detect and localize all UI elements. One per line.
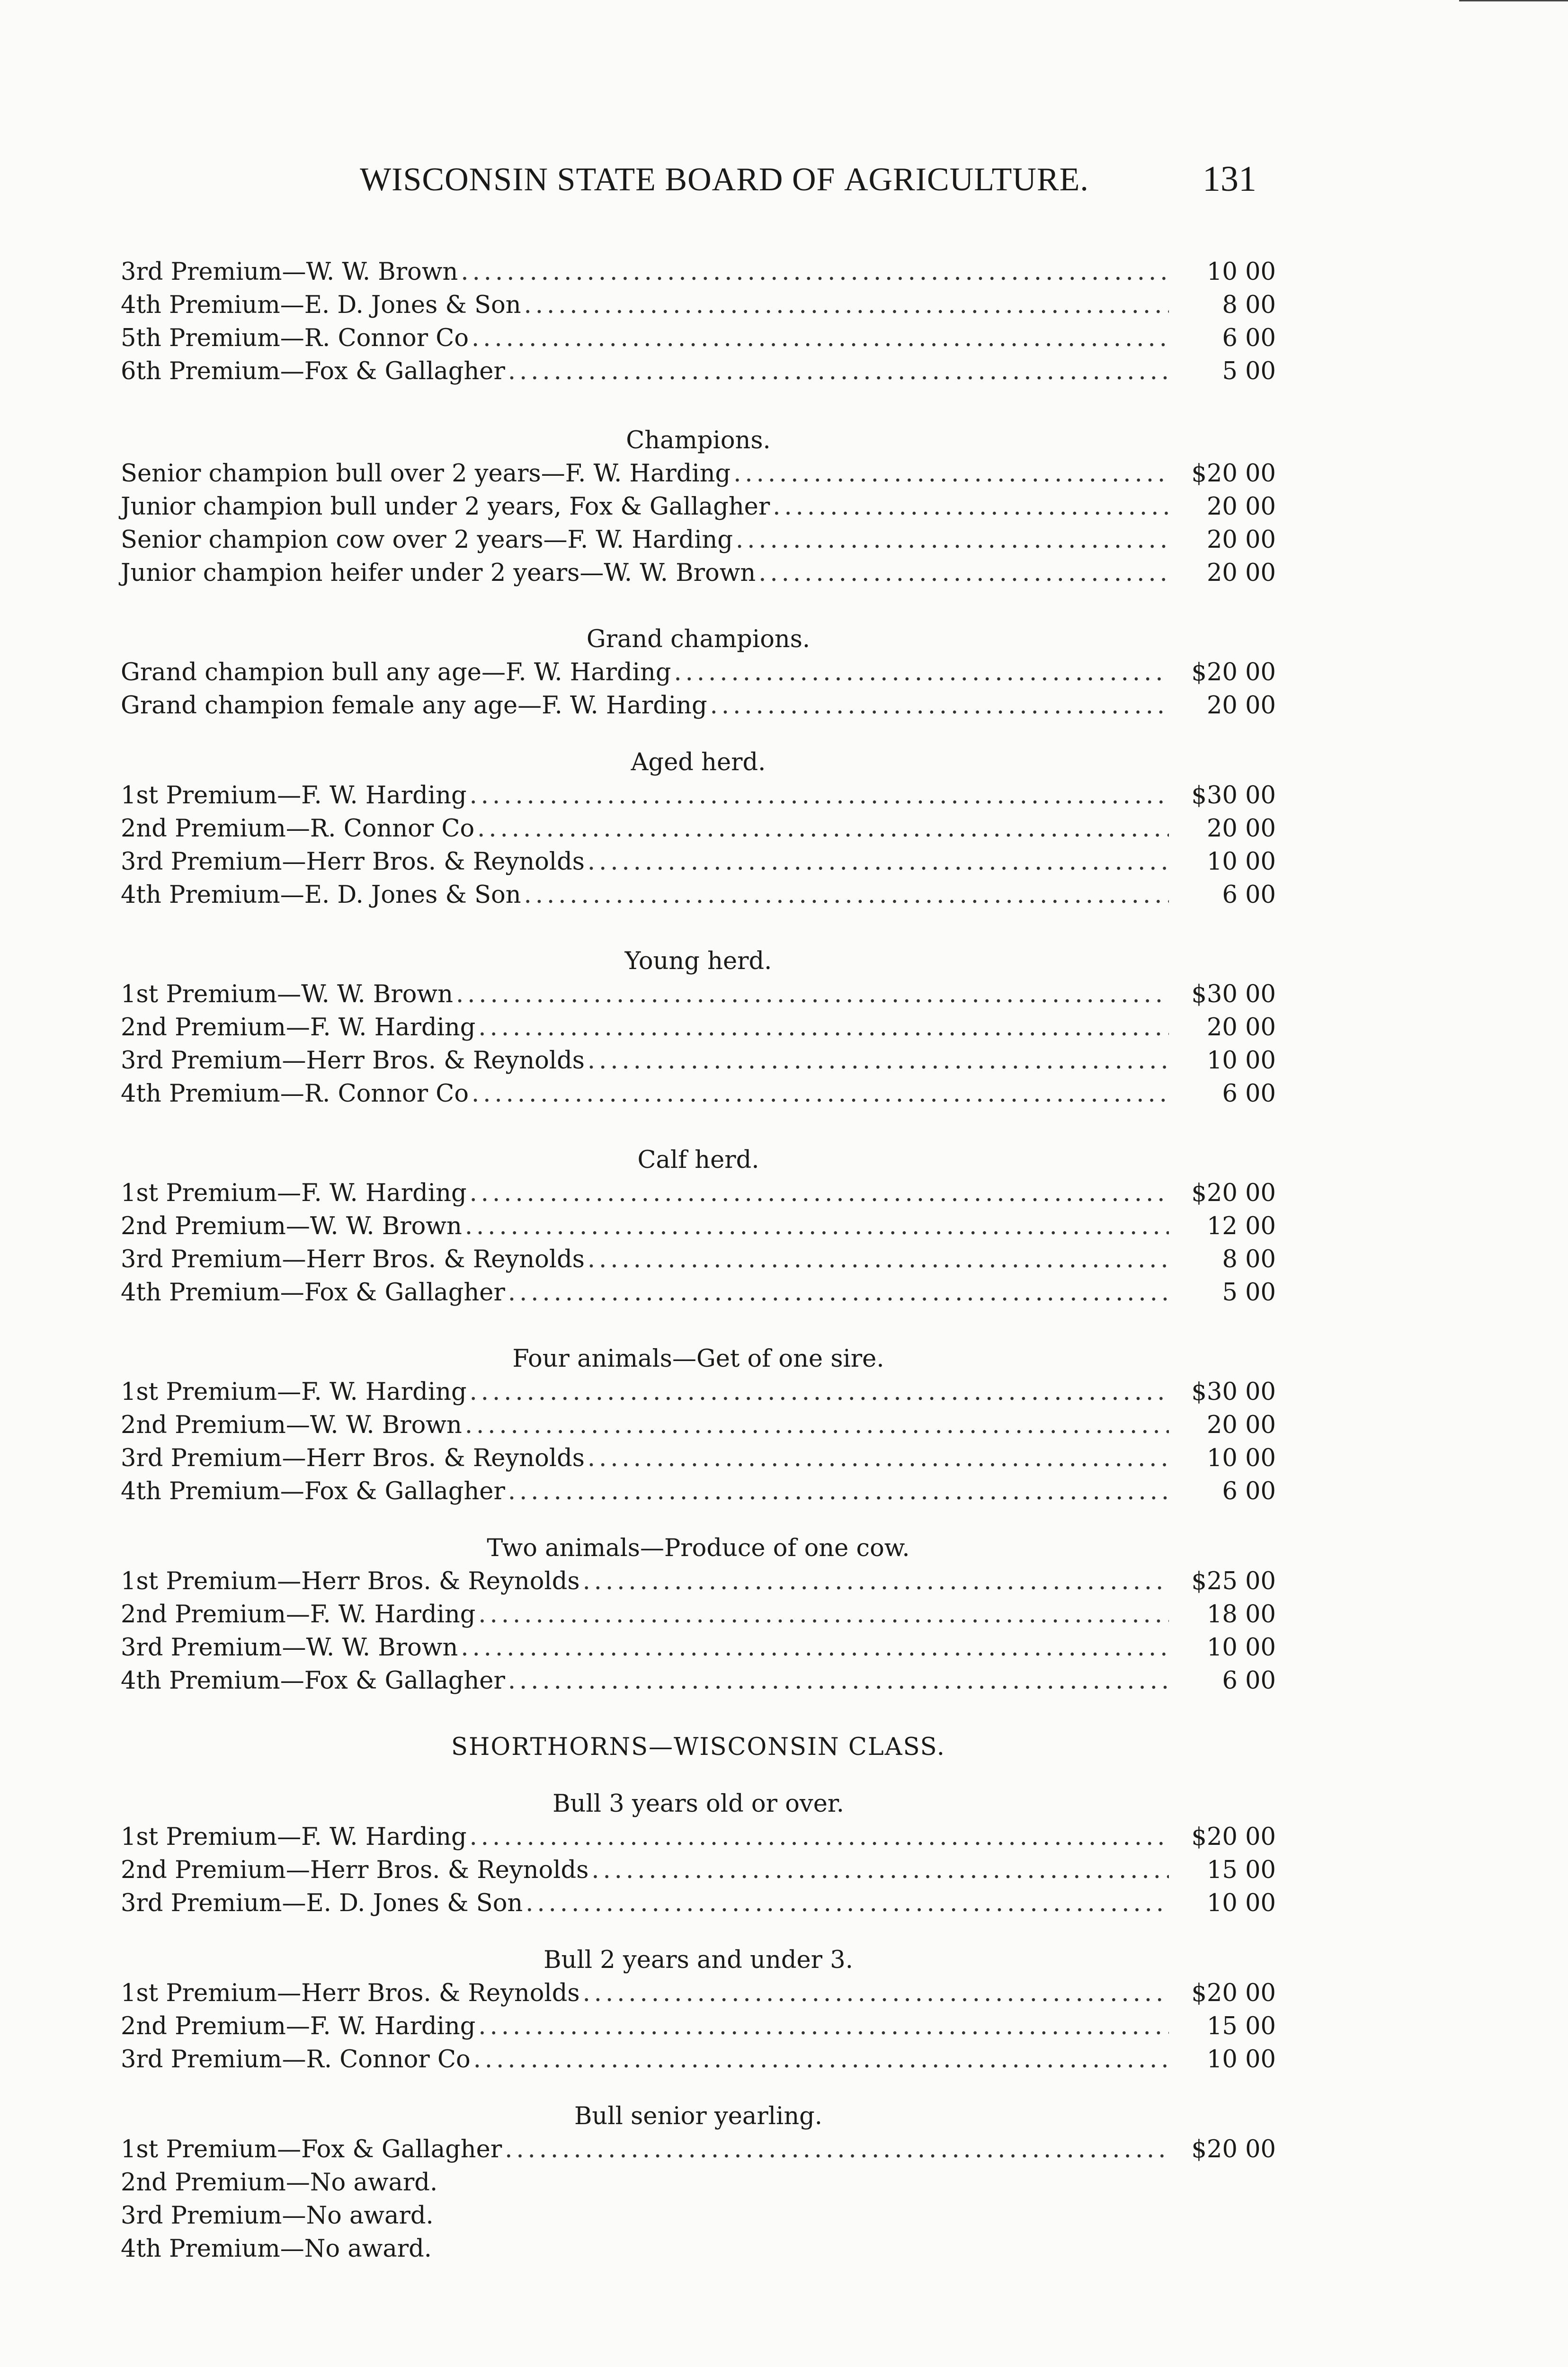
premium-amount: $20 00 — [1191, 658, 1276, 686]
dot-leader — [472, 322, 1169, 355]
list-item — [121, 689, 1276, 722]
premium-amount: $30 00 — [1191, 782, 1276, 810]
dot-leader — [758, 557, 1169, 590]
premium-amount: 5 00 — [1222, 357, 1276, 385]
section-heading: Bull senior yearling. — [574, 2102, 823, 2130]
list-item — [121, 779, 1276, 812]
list-item — [121, 322, 1276, 355]
list-item — [121, 2199, 1276, 2233]
list-item — [121, 1276, 1276, 1309]
premium-amount: $30 00 — [1191, 1378, 1276, 1406]
list-item — [121, 1821, 1276, 1854]
premium-amount: 10 00 — [1206, 258, 1276, 286]
dot-leader — [736, 524, 1169, 557]
premium-amount: 12 00 — [1206, 1212, 1276, 1240]
premium-label: 4th Premium—E. D. Jones & Son — [121, 881, 521, 909]
dot-leader — [524, 289, 1169, 322]
list-item — [121, 978, 1276, 1011]
premium-label: 4th Premium—Fox & Gallagher — [121, 1279, 505, 1307]
list-item — [121, 1598, 1276, 1631]
premium-amount: 10 00 — [1206, 1444, 1276, 1472]
premium-label: 2nd Premium—Herr Bros. & Reynolds — [121, 1856, 589, 1884]
list-item — [121, 1409, 1276, 1442]
list-item — [121, 355, 1276, 388]
premium-label: 3rd Premium—Herr Bros. & Reynolds — [121, 848, 585, 876]
list-item — [121, 1887, 1276, 1920]
premium-amount: 20 00 — [1206, 815, 1276, 843]
list-item — [121, 1664, 1276, 1698]
list-item — [121, 1977, 1276, 2010]
premium-label: 3rd Premium—W. W. Brown — [121, 1634, 458, 1662]
dot-leader — [470, 1376, 1169, 1409]
list-item — [121, 289, 1276, 322]
premium-label: 2nd Premium—R. Connor Co — [121, 815, 475, 843]
premium-label: 1st Premium—F. W. Harding — [121, 1378, 467, 1406]
list-item — [121, 1376, 1276, 1409]
list-item — [121, 845, 1276, 879]
premium-amount: $30 00 — [1191, 980, 1276, 1008]
section-heading: Grand champions. — [586, 625, 811, 653]
dot-leader — [456, 978, 1169, 1011]
premium-amount: 6 00 — [1222, 1477, 1276, 1505]
dot-leader — [505, 2133, 1169, 2166]
list-item — [121, 2010, 1276, 2043]
premium-label: 3rd Premium—Herr Bros. & Reynolds — [121, 1246, 585, 1273]
premium-label: 1st Premium—F. W. Harding — [121, 782, 467, 810]
dot-leader — [470, 779, 1169, 812]
premium-amount: $20 00 — [1191, 1179, 1276, 1207]
premium-amount: 5 00 — [1222, 1279, 1276, 1307]
running-head-part-2: TATE — [576, 161, 665, 198]
dot-leader — [478, 1011, 1169, 1044]
premium-amount: 10 00 — [1206, 1889, 1276, 1917]
premium-amount: 10 00 — [1206, 848, 1276, 876]
dot-leader — [583, 1977, 1169, 2010]
section-heading: Young herd. — [624, 947, 772, 975]
premium-label: Senior champion bull over 2 years—F. W. Harding — [121, 460, 731, 488]
list-item — [121, 2043, 1276, 2076]
page-number: 131 — [1203, 159, 1256, 199]
premium-label: 2nd Premium—F. W. Harding — [121, 1601, 476, 1628]
premium-label: Grand champion bull any age—F. W. Harding — [121, 658, 671, 686]
premium-label: 5th Premium—R. Connor Co — [121, 324, 469, 352]
dot-leader — [465, 1210, 1169, 1243]
dot-leader — [461, 1631, 1169, 1664]
premium-list — [121, 256, 1276, 2266]
premium-label: 2nd Premium—F. W. Harding — [121, 2012, 476, 2040]
premium-amount: 20 00 — [1206, 493, 1276, 521]
list-item — [121, 1442, 1276, 1475]
running-head-initial-b: B — [665, 161, 688, 198]
premium-amount: 8 00 — [1222, 291, 1276, 319]
dot-leader — [524, 879, 1169, 912]
top-edge-rule — [1459, 0, 1568, 1]
section-heading: Aged herd. — [631, 748, 766, 776]
dot-leader — [588, 1044, 1169, 1077]
dot-leader — [583, 1565, 1169, 1598]
dot-leader — [478, 1598, 1169, 1631]
premium-amount: 10 00 — [1206, 1047, 1276, 1075]
list-item — [121, 2233, 1276, 2266]
section-heading: Two animals—Produce of one cow. — [487, 1534, 910, 1562]
list-item — [121, 879, 1276, 912]
premium-label: 4th Premium—Fox & Gallagher — [121, 1667, 505, 1695]
list-item — [121, 1854, 1276, 1887]
premium-amount: 20 00 — [1206, 1014, 1276, 1041]
premium-amount: 20 00 — [1206, 526, 1276, 554]
premium-label: 1st Premium—Herr Bros. & Reynolds — [121, 1979, 580, 2007]
dot-leader — [710, 689, 1169, 722]
list-item — [121, 2133, 1276, 2166]
list-item — [121, 490, 1276, 524]
premium-amount: 8 00 — [1222, 1246, 1276, 1273]
dot-leader — [478, 2010, 1169, 2043]
dot-leader — [472, 1077, 1169, 1111]
premium-amount: 15 00 — [1206, 2012, 1276, 2040]
list-item — [121, 1077, 1276, 1111]
running-head-part-4: GRICULTURE. — [868, 161, 1089, 198]
list-item — [121, 1565, 1276, 1598]
list-item — [121, 1177, 1276, 1210]
premium-label: 6th Premium—Fox & Gallagher — [121, 357, 505, 385]
premium-amount: 20 00 — [1206, 692, 1276, 720]
list-item — [121, 457, 1276, 490]
premium-amount: 6 00 — [1222, 881, 1276, 909]
premium-amount: 10 00 — [1206, 1634, 1276, 1662]
running-head — [312, 161, 1136, 199]
premium-amount: 6 00 — [1222, 324, 1276, 352]
premium-amount: $25 00 — [1191, 1567, 1276, 1595]
list-item — [121, 256, 1276, 289]
premium-amount: 18 00 — [1206, 1601, 1276, 1628]
premium-label: Grand champion female any age—F. W. Harding — [121, 692, 707, 720]
dot-leader — [588, 1442, 1169, 1475]
list-item — [121, 2166, 1276, 2199]
dot-leader — [461, 256, 1169, 289]
list-item — [121, 1210, 1276, 1243]
list-item — [121, 557, 1276, 590]
list-item — [121, 656, 1276, 689]
premium-label: Junior champion bull under 2 years, Fox & Gallagher — [121, 493, 770, 521]
running-head-part-3: OARD OF — [687, 161, 844, 198]
premium-amount: $20 00 — [1191, 460, 1276, 488]
premium-label: 1st Premium—W. W. Brown — [121, 980, 453, 1008]
premium-label: 4th Premium—No award. — [121, 2235, 432, 2263]
premium-label: 1st Premium—Fox & Gallagher — [121, 2136, 502, 2163]
premium-label: 4th Premium—E. D. Jones & Son — [121, 291, 521, 319]
list-item — [121, 1631, 1276, 1664]
dot-leader — [508, 1276, 1169, 1309]
running-head-initial-w: W — [360, 161, 392, 198]
premium-label: 3rd Premium—E. D. Jones & Son — [121, 1889, 523, 1917]
section-heading: Four animals—Get of one sire. — [512, 1345, 884, 1373]
premium-label: 2nd Premium—No award. — [121, 2169, 438, 2197]
premium-label: 3rd Premium—R. Connor Co — [121, 2046, 471, 2073]
premium-label: 2nd Premium—F. W. Harding — [121, 1014, 476, 1041]
premium-amount: 6 00 — [1222, 1080, 1276, 1108]
premium-amount: 10 00 — [1206, 2046, 1276, 2073]
dot-leader — [477, 812, 1169, 845]
running-head-part-1: ISCONSIN — [392, 161, 557, 198]
section-heading: Calf herd. — [637, 1146, 759, 1174]
dot-leader — [470, 1177, 1169, 1210]
premium-label: 2nd Premium—W. W. Brown — [121, 1411, 462, 1439]
premium-label: 1st Premium—F. W. Harding — [121, 1823, 467, 1851]
premium-amount: 6 00 — [1222, 1667, 1276, 1695]
dot-leader — [588, 1243, 1169, 1276]
dot-leader — [473, 2043, 1169, 2076]
premium-label: 3rd Premium—Herr Bros. & Reynolds — [121, 1047, 585, 1075]
list-item — [121, 1011, 1276, 1044]
premium-label: 3rd Premium—No award. — [121, 2202, 434, 2230]
premium-amount: 15 00 — [1206, 1856, 1276, 1884]
dot-leader — [674, 656, 1169, 689]
section-heading: Bull 3 years old or over. — [552, 1790, 844, 1818]
section-heading: Champions. — [626, 427, 771, 454]
dot-leader — [588, 845, 1169, 879]
list-item — [121, 1243, 1276, 1276]
dot-leader — [591, 1854, 1169, 1887]
dot-leader — [465, 1409, 1169, 1442]
premium-label: 3rd Premium—W. W. Brown — [121, 258, 458, 286]
premium-label: 4th Premium—Fox & Gallagher — [121, 1477, 505, 1505]
premium-label: 1st Premium—Herr Bros. & Reynolds — [121, 1567, 580, 1595]
dot-leader — [508, 1475, 1169, 1508]
list-item — [121, 1475, 1276, 1508]
premium-label: 3rd Premium—Herr Bros. & Reynolds — [121, 1444, 585, 1472]
dot-leader — [773, 490, 1169, 524]
dot-leader — [526, 1887, 1169, 1920]
list-item — [121, 1044, 1276, 1077]
dot-leader — [470, 1821, 1169, 1854]
dot-leader — [508, 1664, 1169, 1698]
premium-amount: 20 00 — [1206, 1411, 1276, 1439]
premium-amount: $20 00 — [1191, 1979, 1276, 2007]
premium-amount: $20 00 — [1191, 1823, 1276, 1851]
dot-leader — [733, 457, 1169, 490]
premium-label: 4th Premium—R. Connor Co — [121, 1080, 469, 1108]
premium-label: Junior champion heifer under 2 years—W. W. Brown — [121, 559, 756, 587]
section-heading: Bull 2 years and under 3. — [543, 1946, 853, 1974]
running-head-initial-a: A — [844, 161, 869, 198]
dot-leader — [508, 355, 1169, 388]
premium-amount: 20 00 — [1206, 559, 1276, 587]
list-item — [121, 524, 1276, 557]
premium-amount: $20 00 — [1191, 2136, 1276, 2163]
premium-label: 2nd Premium—W. W. Brown — [121, 1212, 462, 1240]
class-title: SHORTHORNS—WISCONSIN CLASS. — [451, 1733, 945, 1761]
running-head-initial-s: S — [557, 161, 576, 198]
premium-label: 1st Premium—F. W. Harding — [121, 1179, 467, 1207]
list-item — [121, 812, 1276, 845]
premium-label: Senior champion cow over 2 years—F. W. Harding — [121, 526, 733, 554]
